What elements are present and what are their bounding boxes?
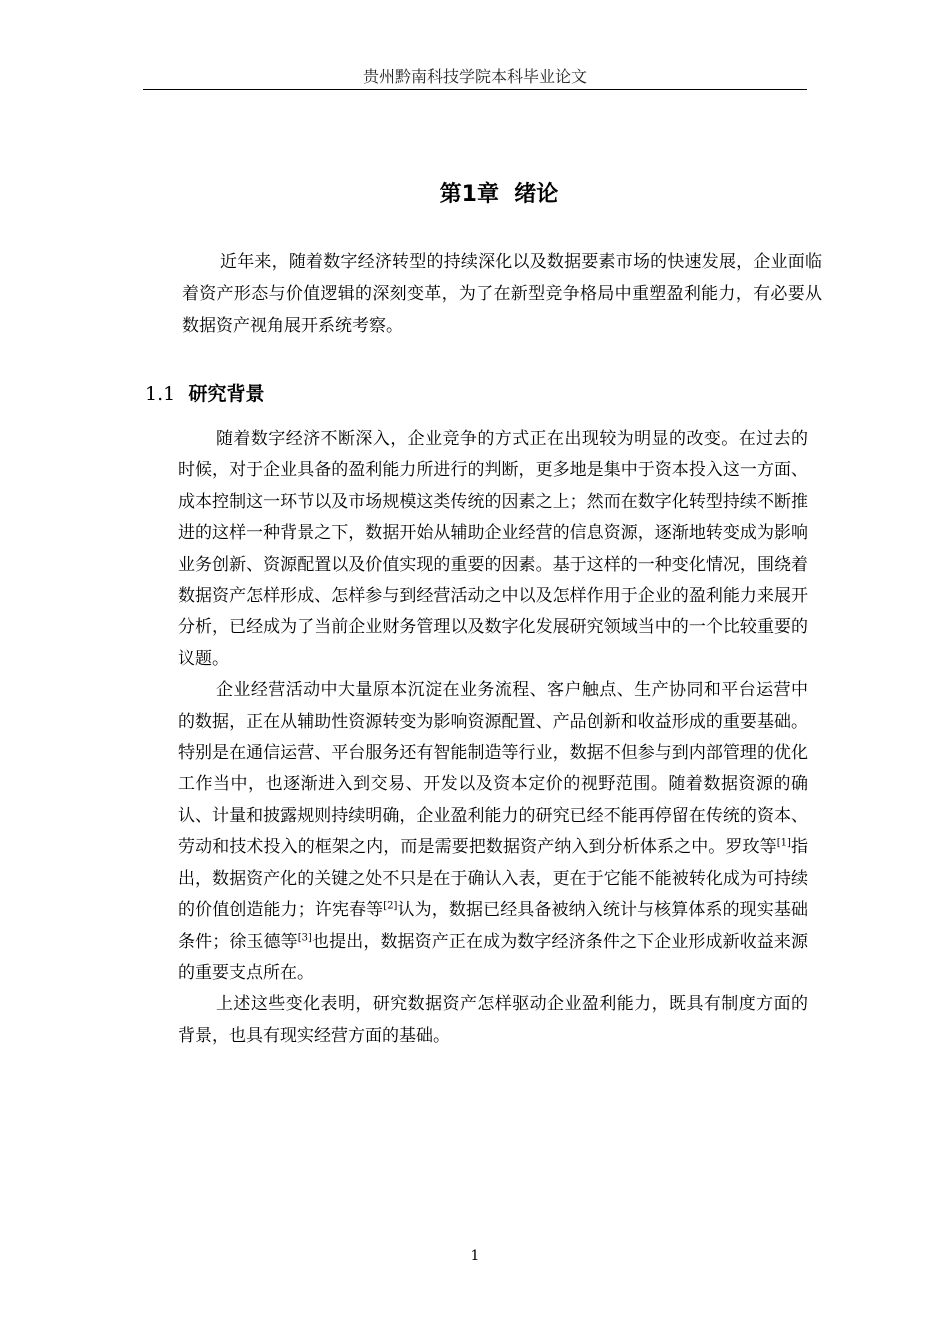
chapter-title: 第1章 绪论 xyxy=(439,182,559,207)
paragraph-2-text-3: 认为，数据已经具备被纳入统计与核算体系的现实基础条件；徐玉德等 xyxy=(178,900,809,952)
section-title: 研究背景 xyxy=(188,383,265,405)
section-body xyxy=(178,424,808,1052)
body-paragraph-3: 上述这些变化表明，研究数据资产怎样驱动企业盈利能力，既具有制度方面的背景，也具有现实经营方面的基础。 xyxy=(178,994,808,1046)
paragraph-2-text-2: 指出，数据资产化的关键之处不只是在于确认入表，更在于它能不能被转化成为可持续的价值创造能力；许宪春等 xyxy=(178,837,809,921)
section-number: 1.1 xyxy=(145,383,176,405)
chapter-intro-paragraph: 近年来，随着数字经济转型的持续深化以及数据要素市场的快速发展，企业面临着资产形态与价值逻辑的深刻变革，为了在新型竞争格局中重塑盈利能力，有必要从数据资产视角展开系统考察。 xyxy=(182,252,822,336)
citation-2[interactable]: [2] xyxy=(383,900,398,912)
citation-3[interactable]: [3] xyxy=(297,931,312,943)
paragraph-2-text-1: 企业经营活动中大量原本沉淀在业务流程、客户触点、生产协同和平台运营中的数据，正在从辅助性资源转变为影响资源配置、产品创新和收益形成的重要基础。特别是在通信运营、平台服务还有智能制造等行业，数据不但参与到内部管理的优化工作当中，也逐渐进入到交易、开发以及资本定价的视野范围。随着数据资源的确认、计量和披露规则持续明确，企业盈利能力的研究已经不能再停留在传统的资本、劳动和技术投入的框架之内，而是需要把数据资产纳入到分析体系之中。罗玫等 xyxy=(178,680,808,858)
body-paragraph-2 xyxy=(178,675,808,989)
page-number: 1 xyxy=(470,1248,480,1264)
section-heading xyxy=(145,379,264,409)
citation-1[interactable]: [1] xyxy=(776,837,791,849)
page-header: 贵州黔南科技学院本科毕业论文 xyxy=(362,67,587,86)
header-rule xyxy=(143,89,807,90)
paragraph-2-text-4: 也提出，数据资产正在成为数字经济条件之下企业形成新收益来源的重要支点所在。 xyxy=(178,931,809,983)
body-paragraph-1: 随着数字经济不断深入，企业竞争的方式正在出现较为明显的改变。在过去的时候，对于企业具备的盈利能力所进行的判断，更多地是集中于资本投入这一方面、成本控制这一环节以及市场规模这类传统的因素之上；然而在数字化转型持续不断推进的这样一种背景之下，数据开始从辅助企业经营的信息资源，逐渐地转变成为影响业务创新、资源配置以及价值实现的重要的因素。基于这样的一种变化情况，围绕着数据资产怎样形成、怎样参与到经营活动之中以及怎样作用于企业的盈利能力来展开分析，已经成为了当前企业财务管理以及数字化发展研究领域当中的一个比较重要的议题。 xyxy=(178,429,808,669)
